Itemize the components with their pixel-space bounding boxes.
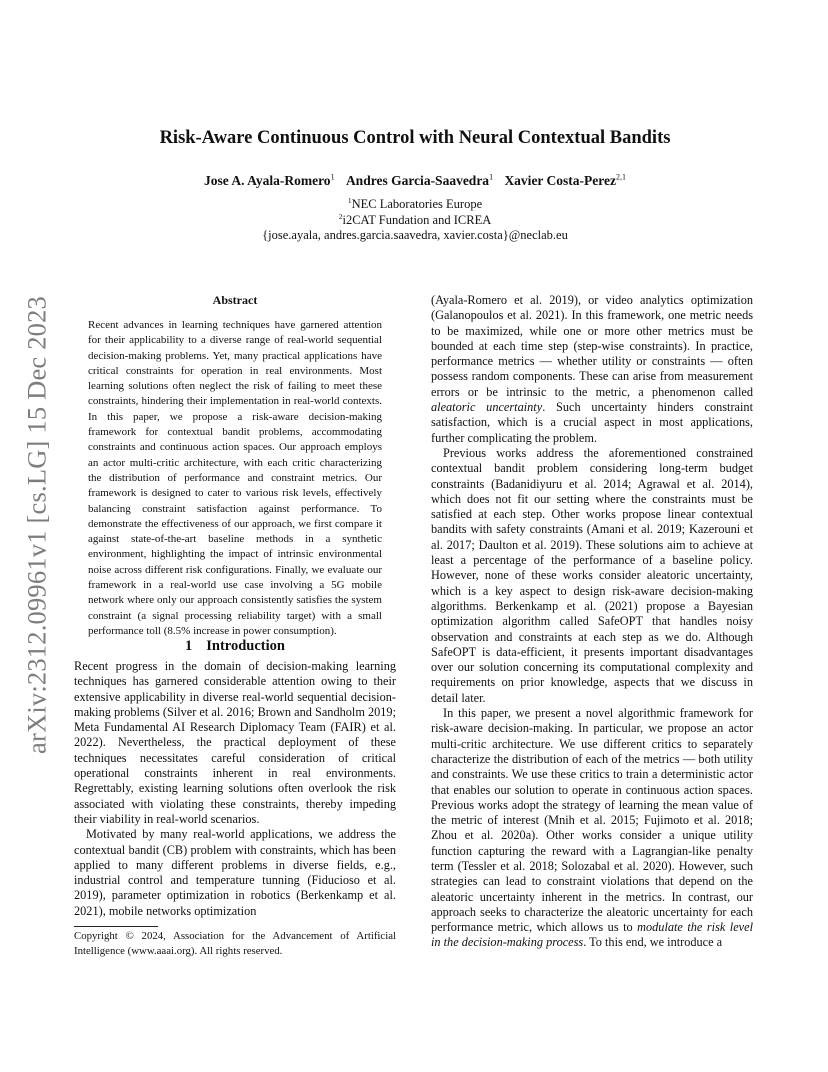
emphasis: modulate the risk level in the decision-making process	[431, 920, 753, 950]
abstract-heading: Abstract	[212, 293, 258, 307]
section-heading-introduction	[74, 638, 396, 655]
author-emails: {jose.ayala, andres.garcia.saavedra, xavier.costa}@neclab.eu	[262, 228, 568, 242]
author: Jose A. Ayala-Romero$^1$	[203, 172, 335, 188]
paragraph: In this paper, we present a novel algorithmic framework for risk-aware decision-making. In particular, we propose an actor multi-critic architecture. We use different critics to separately characterize the distribution of each of the metrics — both utility and constraints. We use these critics to train a deterministic actor that enables our solution to operate in continuous action spaces. Previous works adopt the strategy of learning the mean value of the metric of interest (Mnih et al. 2015; Fujimoto et al. 2018; Zhou et al. 2020a). Other works consider a unique utility function capturing the reward with a Lagrangian-like penalty term (Tessler et al. 2018; Solozabal et al. 2020). However, such strategies can lead to constraint violations that depend on the aleatoric uncertainty inherent in the metrics. In contrast, our approach seeks to characterize the aleatoric uncertainty for each performance metric, which allows us to modulate the risk level in the decision-making process. To this end, we introduce a	[431, 706, 753, 950]
paragraph: Previous works address the aforementioned constrained contextual bandit problem considering long-term budget constraints (Badanidiyuru et al. 2014; Agrawal et al. 2014), which does not fit our setting where the constraints must be satisfied at each step. Other works propose linear contextual bandits with safety constraints (Amani et al. 2019; Kazerouni et al. 2017; Daulton et al. 2019). These solutions aim to achieve at least a percentage of the performance of a baseline policy. However, none of these works consider aleatoric uncertainty, which is a key aspect to design risk-aware decision-making algorithms. Berkenkamp et al. (2021) propose a Bayesian optimization algorithm called SafeOPT that handles noisy observation and constraints at each step as we do. Although SafeOPT is data-efficient, it presents important disadvantages over our solution concerning its computational complexity and requirements on prior knowledge, aspects that we discuss in detail later.	[431, 445, 753, 705]
affiliation: $^2$i2CAT Fundation and ICREA	[338, 212, 492, 228]
paper-title: Risk-Aware Continuous Control with Neural Contextual Bandits	[159, 128, 671, 148]
emphasis: aleatoric uncertainty	[431, 400, 543, 415]
abstract-body	[88, 318, 382, 639]
author-list	[74, 172, 756, 189]
section-number: 1	[185, 638, 193, 654]
right-column	[431, 293, 753, 951]
footnote-rule	[74, 926, 158, 927]
author: Andres Garcia-Saavedra$^1$	[345, 172, 494, 188]
author: Xavier Costa-Perez$^{2,1}$	[504, 172, 627, 188]
copyright-notice: Copyright © 2024, Association for the Advancement of Artificial Intelligence (www.aaai.org). All rights reserved.	[74, 930, 396, 957]
paragraph: (Ayala-Romero et al. 2019), or video analytics optimization (Galanopoulos et al. 2021). In this framework, one metric needs to be maximized, while one or more other metrics must be bounded at each time step (step-wise constraints). In practice, performance metrics — whether utility or constraints — often possess random components. These can arise from measurement errors or be intrinsic to the metric, a phenomenon called aleatoric uncertainty. Such uncertainty hinders constraint satisfaction, which is a crucial aspect in most applications, further complicating the problem.	[431, 293, 753, 445]
arxiv-identifier-text: arXiv:2312.09961v1 [cs.LG] 15 Dec 2023	[21, 295, 52, 755]
paragraph: Motivated by many real-world applications, we address the contextual bandit (CB) problem with constraints, which has been applied to many different problems in diverse fields, e.g., industrial control and temperature tunning (Fiducioso et al. 2019), parameter optimization in robotics (Berkenkamp et al. 2021), mobile networks optimization	[74, 827, 396, 918]
abstract-text: Recent advances in learning techniques have garnered attention for their applicability to a diverse range of real-world sequential decision-making problems. Yet, many practical applications have critical constraints for operation in real environments. Most learning solutions often neglect the risk of failing to meet these constraints, hindering their implementation in real-world contexts. In this paper, we propose a risk-aware decision-making framework for contextual bandit problems, accommodating constraints and continuous action spaces. Our approach employs an actor multi-critic architecture, with each critic characterizing the distribution of performance and constraint metrics. Our framework is designed to cater to various risk levels, effectively balancing constraint satisfaction against performance. To demonstrate the effectiveness of our approach, we first compare it against state-of-the-art baseline methods in a synthetic environment, highlighting the impact of intrinsic environmental noise across different risk configurations. Finally, we evaluate our framework in a real-world use case involving a 5G mobile network where only our approach consistently satisfies the system constraint (a signal processing reliability target) with a small performance toll (8.5% increase in power consumption).	[88, 319, 382, 637]
arxiv-identifier	[20, 286, 54, 764]
section-title: Introduction	[206, 638, 285, 654]
introduction-left-column	[74, 659, 396, 919]
affiliation: $^1$NEC Laboratories Europe	[347, 196, 483, 212]
paragraph: Recent progress in the domain of decision-making learning techniques has garnered considerable attention owing to their extensive applicability in diverse real-world sequential decision-making problems (Silver et al. 2016; Brown and Sandholm 2019; Meta Fundamental AI Research Diplomacy Team (FAIR) et al. 2022). Nevertheless, the practical deployment of these techniques necessitates careful consideration of critical operational constraints inherent in real environments. Regrettably, existing learning solutions often overlook the risk associated with violating these constraints, thereby impeding their viability in real-world scenarios.	[74, 659, 396, 826]
